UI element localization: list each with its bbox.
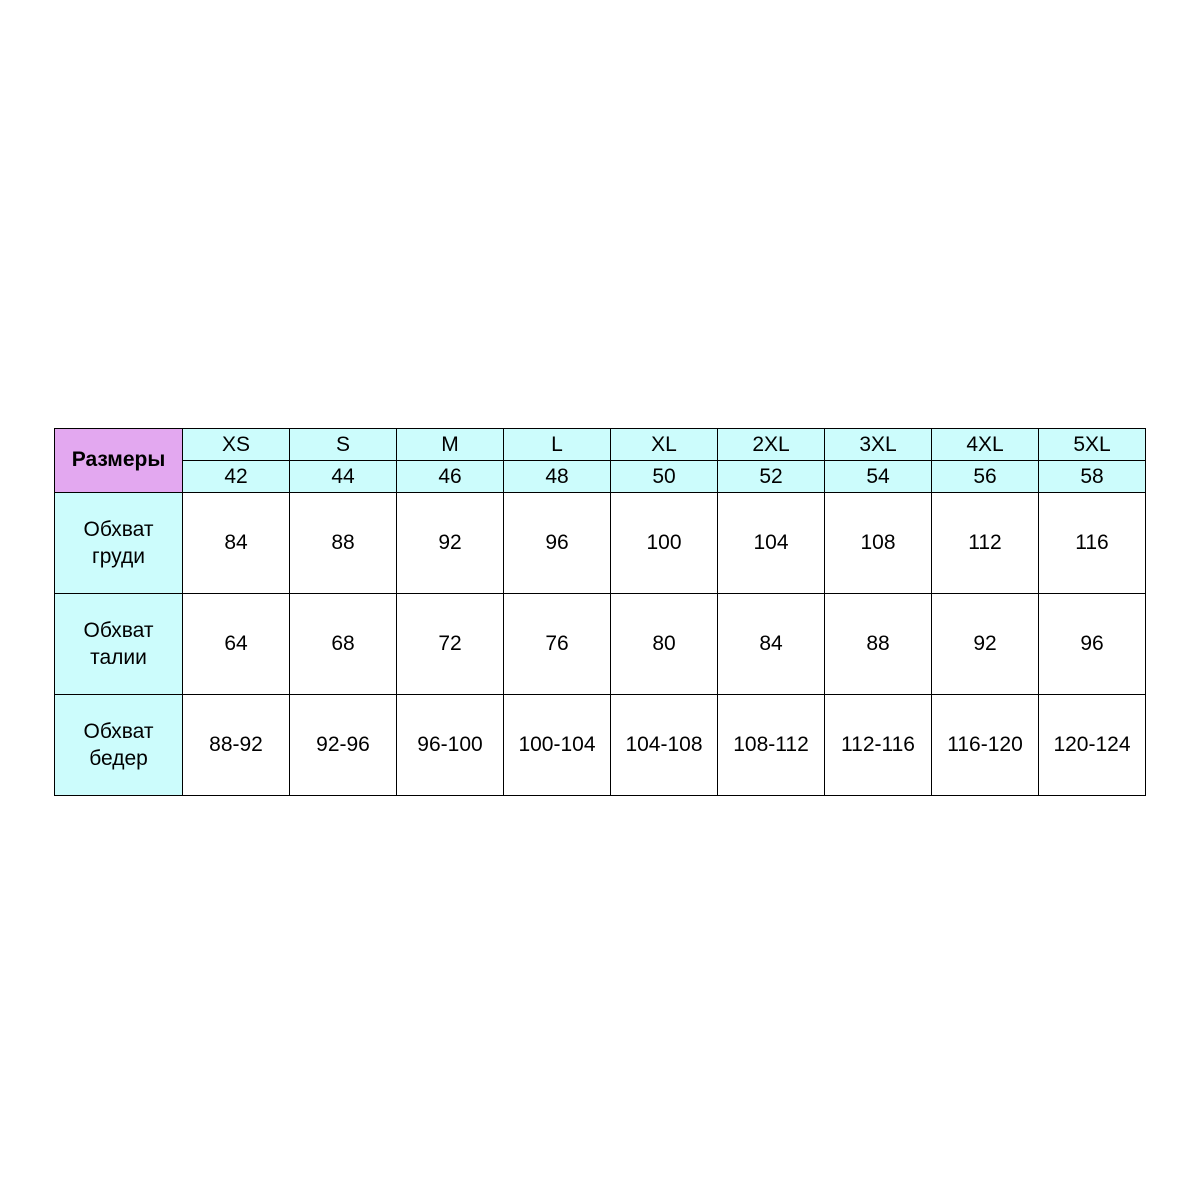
cell-waist-l: 76 — [504, 594, 611, 695]
cell-hips-2xl: 108-112 — [718, 695, 825, 796]
size-chart-table — [54, 428, 1146, 796]
column-header-size-number: 58 — [1039, 461, 1146, 493]
row-label-hips — [55, 695, 183, 796]
row-label-line2: талии — [90, 646, 147, 669]
table-row — [55, 695, 1146, 796]
cell-waist-2xl: 84 — [718, 594, 825, 695]
cell-hips-s: 92-96 — [290, 695, 397, 796]
cell-hips-xl: 104-108 — [611, 695, 718, 796]
column-header-size-number: 56 — [932, 461, 1039, 493]
cell-chest-2xl: 104 — [718, 493, 825, 594]
size-chart-container — [54, 428, 1146, 796]
row-label-line2: груди — [92, 545, 145, 568]
cell-chest-s: 88 — [290, 493, 397, 594]
column-header-size-number: 54 — [825, 461, 932, 493]
cell-hips-l: 100-104 — [504, 695, 611, 796]
row-label-line1: Обхват — [83, 517, 154, 541]
row-label-line1: Обхват — [83, 618, 154, 642]
cell-waist-s: 68 — [290, 594, 397, 695]
cell-hips-3xl: 112-116 — [825, 695, 932, 796]
cell-waist-4xl: 92 — [932, 594, 1039, 695]
cell-chest-xl: 100 — [611, 493, 718, 594]
cell-waist-3xl: 88 — [825, 594, 932, 695]
table-corner-label: Размеры — [55, 429, 183, 493]
cell-chest-l: 96 — [504, 493, 611, 594]
cell-waist-5xl: 96 — [1039, 594, 1146, 695]
column-header-size-number: 48 — [504, 461, 611, 493]
cell-waist-xl: 80 — [611, 594, 718, 695]
column-header-size-number: 50 — [611, 461, 718, 493]
column-header-size-letter: S — [290, 429, 397, 461]
row-label-waist — [55, 594, 183, 695]
column-header-size-letter: 5XL — [1039, 429, 1146, 461]
cell-chest-4xl: 112 — [932, 493, 1039, 594]
table-header-row-numbers — [55, 461, 1146, 493]
column-header-size-letter: XL — [611, 429, 718, 461]
column-header-size-letter: 4XL — [932, 429, 1039, 461]
row-label-line1: Обхват — [83, 719, 154, 743]
cell-chest-xs: 84 — [183, 493, 290, 594]
column-header-size-number: 44 — [290, 461, 397, 493]
row-label-line2: бедер — [89, 747, 148, 770]
column-header-size-letter: M — [397, 429, 504, 461]
cell-chest-5xl: 116 — [1039, 493, 1146, 594]
cell-hips-xs: 88-92 — [183, 695, 290, 796]
cell-hips-4xl: 116-120 — [932, 695, 1039, 796]
cell-chest-m: 92 — [397, 493, 504, 594]
cell-waist-m: 72 — [397, 594, 504, 695]
table-row — [55, 594, 1146, 695]
cell-hips-5xl: 120-124 — [1039, 695, 1146, 796]
column-header-size-letter: L — [504, 429, 611, 461]
cell-waist-xs: 64 — [183, 594, 290, 695]
column-header-size-number: 42 — [183, 461, 290, 493]
cell-hips-m: 96-100 — [397, 695, 504, 796]
cell-chest-3xl: 108 — [825, 493, 932, 594]
table-header-row-letters — [55, 429, 1146, 461]
row-label-chest — [55, 493, 183, 594]
column-header-size-letter: 2XL — [718, 429, 825, 461]
column-header-size-letter: 3XL — [825, 429, 932, 461]
table-row — [55, 493, 1146, 594]
column-header-size-number: 46 — [397, 461, 504, 493]
column-header-size-letter: XS — [183, 429, 290, 461]
column-header-size-number: 52 — [718, 461, 825, 493]
